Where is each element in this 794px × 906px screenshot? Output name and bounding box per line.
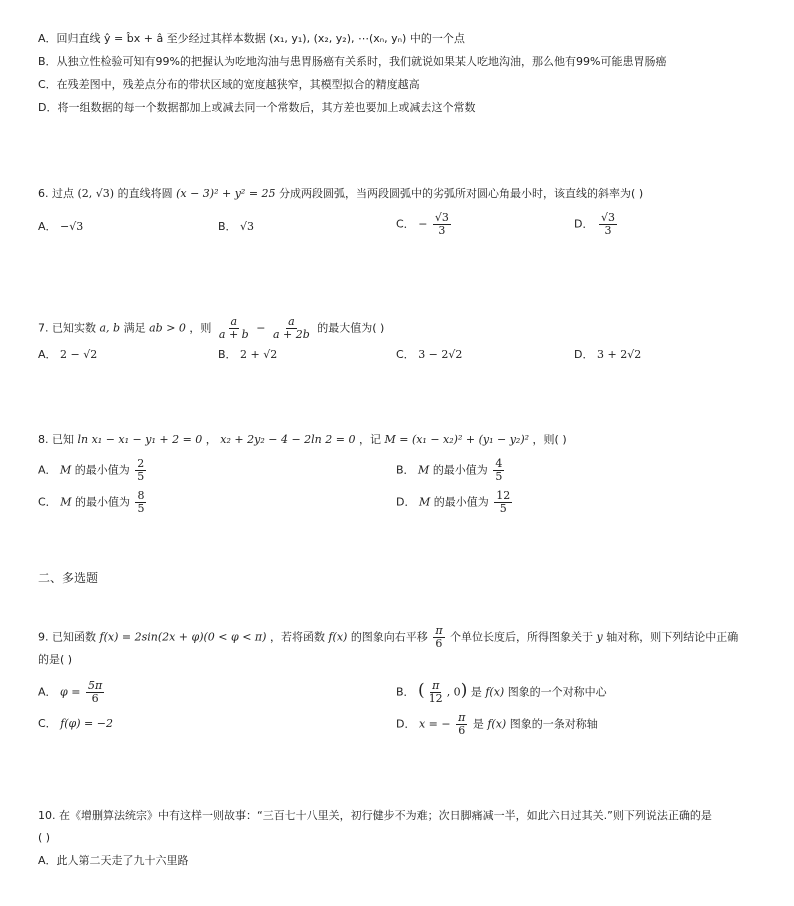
q9-b-fx: f(x) (485, 685, 505, 699)
q6-stem (38, 186, 643, 202)
q8-b-m: M (418, 463, 430, 477)
q8-c-num: 8 (137, 489, 145, 502)
q6-d-num: √3 (600, 211, 615, 224)
q8-c-den: 5 (137, 502, 145, 515)
q6-b-value: √3 (240, 220, 255, 233)
q9-stem-b: ，若将函数 (269, 630, 325, 644)
q7-f2-num: a (288, 315, 295, 328)
q9-c-label: C． (38, 717, 57, 730)
q6-stem-a: 6. 过点 (38, 187, 74, 200)
q8-stem-a: 8. 已知 (38, 433, 74, 446)
q6-c-label: C． (396, 217, 415, 231)
q7-stem (38, 316, 384, 341)
q9-b-fraction (427, 680, 445, 705)
q7-option-b (218, 347, 277, 363)
q7-option-c (396, 347, 462, 363)
q9-b-open-paren: ( (418, 680, 425, 701)
q8-separator: ， (205, 433, 217, 446)
q9-d-den: 6 (458, 724, 466, 737)
q8-option-c (38, 490, 148, 515)
q6-c-sign: − (418, 217, 428, 231)
q9-b-text-2: 图象的一个对称中心 (507, 685, 607, 699)
q8-stem-b: ，记 (358, 433, 381, 446)
q7-condition: ab > 0 (149, 321, 186, 335)
q8-d-fraction (494, 490, 512, 515)
q8-d-m: M (418, 495, 431, 509)
q8-equation-2: x₂ + 2y₂ − 4 − 2ln 2 = 0 (220, 433, 356, 446)
q8-a-m: M (60, 463, 72, 477)
q8-b-label: B． (396, 463, 415, 477)
q9-d-text: 是 (472, 717, 484, 731)
q6-stem-b: 的直线将圆 (117, 187, 173, 200)
q9-b-num: π (432, 679, 440, 692)
q7-b-value: 2 + √2 (240, 348, 278, 361)
q9-b-label: B． (396, 685, 415, 699)
q9-shift-fraction (433, 625, 444, 650)
q8-a-text: 的最小值为 (74, 463, 130, 477)
q7-f1-num: a (230, 315, 238, 328)
q6-option-a (38, 219, 83, 235)
q8-a-den: 5 (137, 470, 145, 483)
q8-c-m: M (60, 495, 72, 509)
q9-stem-d: 个单位长度后，所得图象关于 (450, 630, 594, 644)
q9-a-lhs: φ = (60, 685, 81, 699)
q10-paren: ( ) (38, 831, 51, 844)
q9-stem-continued: 的是( ) (38, 653, 73, 666)
q7-stem-a: 7. 已知实数 (38, 321, 96, 335)
q7-stem-d: 的最大值为( ) (317, 321, 385, 335)
q6-option-b (218, 219, 254, 235)
q8-stem-c: ，则( ) (532, 433, 567, 446)
q7-minus: − (256, 321, 266, 335)
q8-c-text: 的最小值为 (74, 495, 130, 509)
q8-option-d (396, 490, 514, 515)
q8-b-fraction (493, 458, 504, 483)
q8-b-num: 4 (495, 457, 503, 470)
q9-d-fx: f(x) (487, 717, 507, 731)
q9-b-den: 12 (428, 692, 443, 705)
q6-a-label: A． (38, 220, 57, 233)
q9-stem-a: 9. 已知函数 (38, 630, 96, 644)
q9-a-fraction (86, 680, 104, 705)
q7-d-value: 3 + 2√2 (596, 348, 642, 361)
q9-b-tail: , 0 (446, 685, 461, 699)
q9-function: f(x) = 2sin(2x + φ)(0 < φ < π) (99, 630, 267, 644)
q9-a-label: A． (38, 685, 57, 699)
q7-stem-b: 满足 (123, 321, 146, 335)
q9-stem (38, 625, 738, 650)
q9-shift-num: π (435, 624, 443, 637)
q6-d-fraction (599, 212, 617, 237)
q7-option-a (38, 347, 97, 363)
q9-option-d (396, 712, 598, 737)
q7-c-value: 3 − 2√2 (418, 348, 463, 361)
q8-c-fraction (135, 490, 146, 515)
q8-option-b (396, 458, 506, 483)
q8-b-den: 5 (495, 470, 503, 483)
q8-a-num: 2 (137, 457, 145, 470)
q9-option-b (396, 680, 607, 705)
q7-a-label: A． (38, 348, 57, 361)
q9-y-axis: y (596, 630, 603, 644)
q9-fx: f(x) (328, 630, 348, 644)
q9-option-c (38, 716, 113, 732)
q9-b-close-paren: ) (460, 680, 468, 701)
q7-f2-den: a + 2b (272, 328, 310, 341)
q9-d-text-2: 图象的一条对称轴 (509, 717, 598, 731)
q8-d-num: 12 (496, 489, 511, 502)
q9-stem-e: 轴对称，则下列结论中正确 (606, 630, 739, 644)
q8-a-label: A． (38, 463, 57, 477)
q8-d-label: D． (396, 495, 416, 509)
q9-d-lhs: x = − (418, 717, 451, 731)
q6-d-den: 3 (604, 224, 612, 237)
q7-b-label: B． (218, 348, 237, 361)
q10-stem: 10. 在《增删算法统宗》中有这样一则故事：“三百七十八里关，初行健步不为难；次日脚痛减一半，如此六日过其关.”则下列说法正确的是 (38, 809, 712, 822)
q6-stem-c: 分成两段圆弧，当两段圆弧中的劣弧所对圆心角最小时，该直线的斜率为( ) (279, 187, 644, 200)
q5-option-a: A．回归直线 ŷ = b̂x + â 至少经过其样本数据 (x₁, y₁), (x₂, y₂), ⋯(xₙ, yₙ) 中的一个点 (38, 32, 465, 45)
q8-d-text: 的最小值为 (433, 495, 489, 509)
q9-b-text: 是 (470, 685, 482, 699)
section-heading-multiple-choice: 二、多选题 (38, 571, 99, 585)
q6-a-value: −√3 (60, 220, 84, 233)
q5-option-c: C．在残差图中，残差点分布的带状区域的宽度越狭窄，其模型拟合的精度越高 (38, 78, 420, 91)
q8-b-text: 的最小值为 (432, 463, 488, 477)
q7-option-d (574, 347, 641, 363)
q9-d-label: D． (396, 717, 416, 731)
q7-fraction-2 (271, 316, 312, 341)
q8-m-definition: M = (x₁ − x₂)² + (y₁ − y₂)² (384, 433, 530, 446)
q6-d-label: D． (574, 217, 594, 231)
q9-a-den: 6 (91, 692, 99, 705)
q10-option-a: A．此人第二天走了九十六里路 (38, 854, 189, 867)
q6-option-c (396, 212, 453, 237)
q6-c-num: √3 (434, 211, 449, 224)
q5-option-d: D．将一组数据的每一个数据都加上或减去同一个常数后，其方差也要加上或减去这个常数 (38, 101, 476, 114)
q9-option-a (38, 680, 106, 705)
q6-b-label: B． (218, 220, 237, 233)
q8-option-a (38, 458, 148, 483)
q8-c-label: C． (38, 495, 57, 509)
q7-vars: a, b (99, 321, 121, 335)
q9-d-num: π (458, 711, 466, 724)
q8-d-den: 5 (499, 502, 507, 515)
q9-stem-c: 的图象向右平移 (350, 630, 428, 644)
q6-c-fraction (433, 212, 451, 237)
q7-d-label: D． (574, 348, 594, 361)
q8-a-fraction (135, 458, 146, 483)
q9-d-fraction (456, 712, 467, 737)
q8-equation-1: ln x₁ − x₁ − y₁ + 2 = 0 (77, 433, 203, 446)
q9-a-num: 5π (87, 679, 103, 692)
q7-stem-c: ，则 (189, 321, 212, 335)
q7-fraction-1 (217, 316, 251, 341)
q6-option-d (574, 212, 619, 237)
q9-c-value: f(φ) = −2 (60, 717, 113, 730)
q6-c-den: 3 (438, 224, 446, 237)
q5-option-b: B．从独立性检验可知有99%的把握认为吃地沟油与患胃肠癌有关系时，我们就说如果某人吃地沟油，那么他有99%可能患胃肠癌 (38, 55, 667, 68)
q6-circle: (x − 3)² + y² = 25 (176, 187, 276, 200)
q7-f1-den: a + b (218, 328, 249, 341)
q7-a-value: 2 − √2 (60, 348, 98, 361)
q7-c-label: C． (396, 348, 415, 361)
q8-stem (38, 432, 567, 448)
q9-shift-den: 6 (435, 637, 443, 650)
q6-point: (2, √3) (77, 187, 115, 200)
